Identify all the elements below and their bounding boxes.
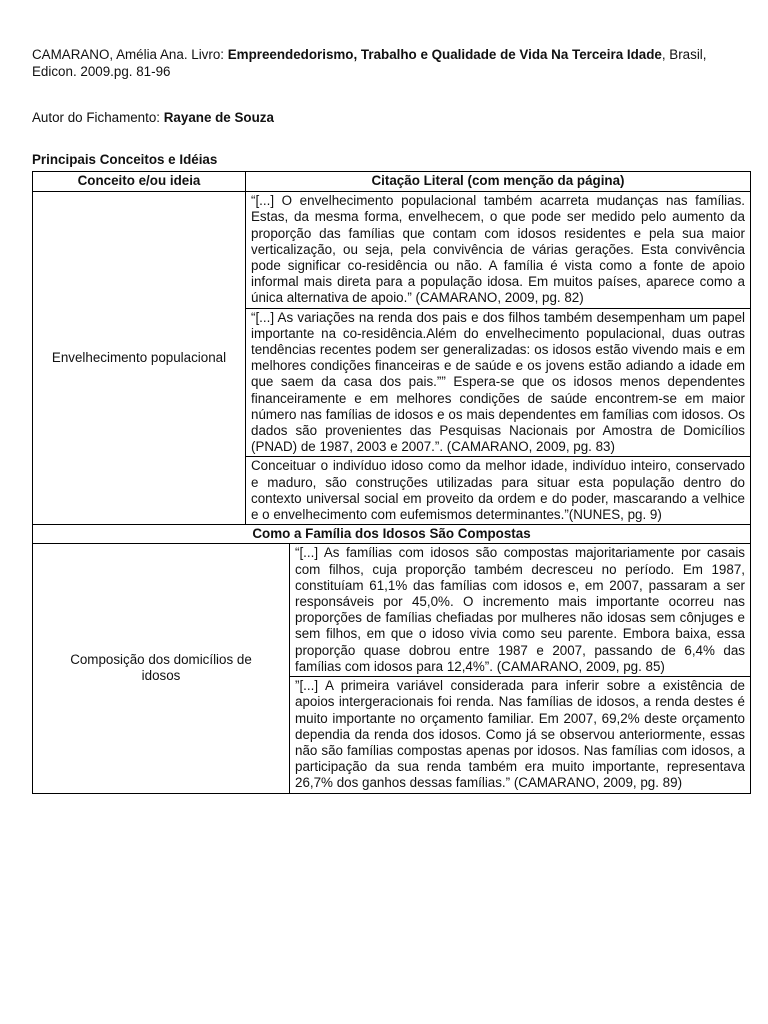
citation-cell: Conceituar o indivíduo idoso como da melhor idade, indivíduo inteiro, conservado e maduro, são construções utilizadas para situar esta população dentro do contexto universal social em proveito da ordem e do poder, mascarando a velhice e o envelhecimento com eufemismos determinantes.”(NUNES, pg. 9) bbox=[246, 457, 751, 525]
author-line bbox=[32, 109, 274, 126]
group-heading: Como a Família dos Idosos São Compostas bbox=[33, 525, 751, 544]
header-citation: Citação Literal (com menção da página) bbox=[246, 172, 751, 192]
concepts-table bbox=[32, 171, 751, 794]
table-row bbox=[33, 544, 751, 677]
citation-cell: ”[...] A primeira variável considerada para inferir sobre a existência de apoios intergeracionais foi renda. Nas famílias de idosos, a renda destes é muito importante no orçamento familiar. Em 2007, 69,2% deste orçamento dependia da renda dos idosos. Como já se observou anteriormente, essas não são famílias compostas apenas por idosos. Nas famílias com idosos, a participação da sua renda também era muito importante, representava 26,7% dos ganhos dessas famílias.” (CAMARANO, 2009, pg. 89) bbox=[290, 677, 751, 793]
group-heading-row bbox=[33, 525, 751, 544]
citation-cell: “[...] O envelhecimento populacional também acarreta mudanças nas famílias. Estas, da mesma forma, envelhecem, o que pode ser medido pelo aumento da proporção das famílias que contam com idosos residentes e pela sua maior verticalização, ou seja, pela convivência de várias gerações. Esta convivência pode significar co-residência ou não. A família é vista como a fonte de apoio informal mais direta para a população idosa. Em muitos países, aparece como a única alternativa de apoio.” (CAMARANO, 2009, pg. 82) bbox=[246, 192, 751, 308]
header-concept: Conceito e/ou ideia bbox=[33, 172, 246, 192]
table-row bbox=[33, 192, 751, 308]
citation-cell: “[...] As famílias com idosos são compostas majoritariamente por casais com filhos, cuja proporção também decresceu no período. Em 1987, constituíam 61,1% das famílias com idosos e, em 2007, passaram a ser responsáveis por 45,0%. O incremento mais importante ocorreu nas proporções de famílias chefiadas por mulheres não idosas sem cônjuges e sem filhos, em que o idoso vivia como seu parente. Embora baixa, essa proporção quase dobrou entre 1987 e 2007, passando de 6,4% das famílias com idosos para 12,4%”. (CAMARANO, 2009, pg. 85) bbox=[290, 544, 751, 677]
reference-suffix: , Brasil, Edicon. 2009.pg. 81-96 bbox=[32, 47, 707, 79]
author-label: Autor do Fichamento: bbox=[32, 110, 164, 125]
bibliographic-reference bbox=[32, 46, 750, 80]
reference-prefix: CAMARANO, Amélia Ana. Livro: bbox=[32, 47, 228, 62]
table-header-row bbox=[33, 172, 751, 192]
book-title: Empreendedorismo, Trabalho e Qualidade de Vida Na Terceira Idade bbox=[227, 47, 662, 62]
concept-cell: Composição dos domicílios de idosos bbox=[33, 544, 290, 793]
concept-cell: Envelhecimento populacional bbox=[33, 192, 246, 525]
citation-cell: “[...] As variações na renda dos pais e dos filhos também desempenham um papel importante na co-residência.Além do envelhecimento populacional, duas outras tendências recentes podem ser generalizadas: os idosos estão vivendo mais e em melhores condições financeiras e de saúde e os jovens estão adiando a idade em que saem da casa dos pais.”” Espera-se que os idosos menos dependentes financeiramente e em melhores condições de saúde encontrem-se em maior número nas famílias de idosos e os mais dependentes em famílias com idosos. Os dados são provenientes das Pesquisas Nacionais por Amostra de Domicílios (PNAD) de 1987, 2003 e 2007.”. (CAMARANO, 2009, pg. 83) bbox=[246, 308, 751, 457]
author-name: Rayane de Souza bbox=[163, 110, 274, 125]
section-heading: Principais Conceitos e Idéias bbox=[32, 152, 218, 167]
